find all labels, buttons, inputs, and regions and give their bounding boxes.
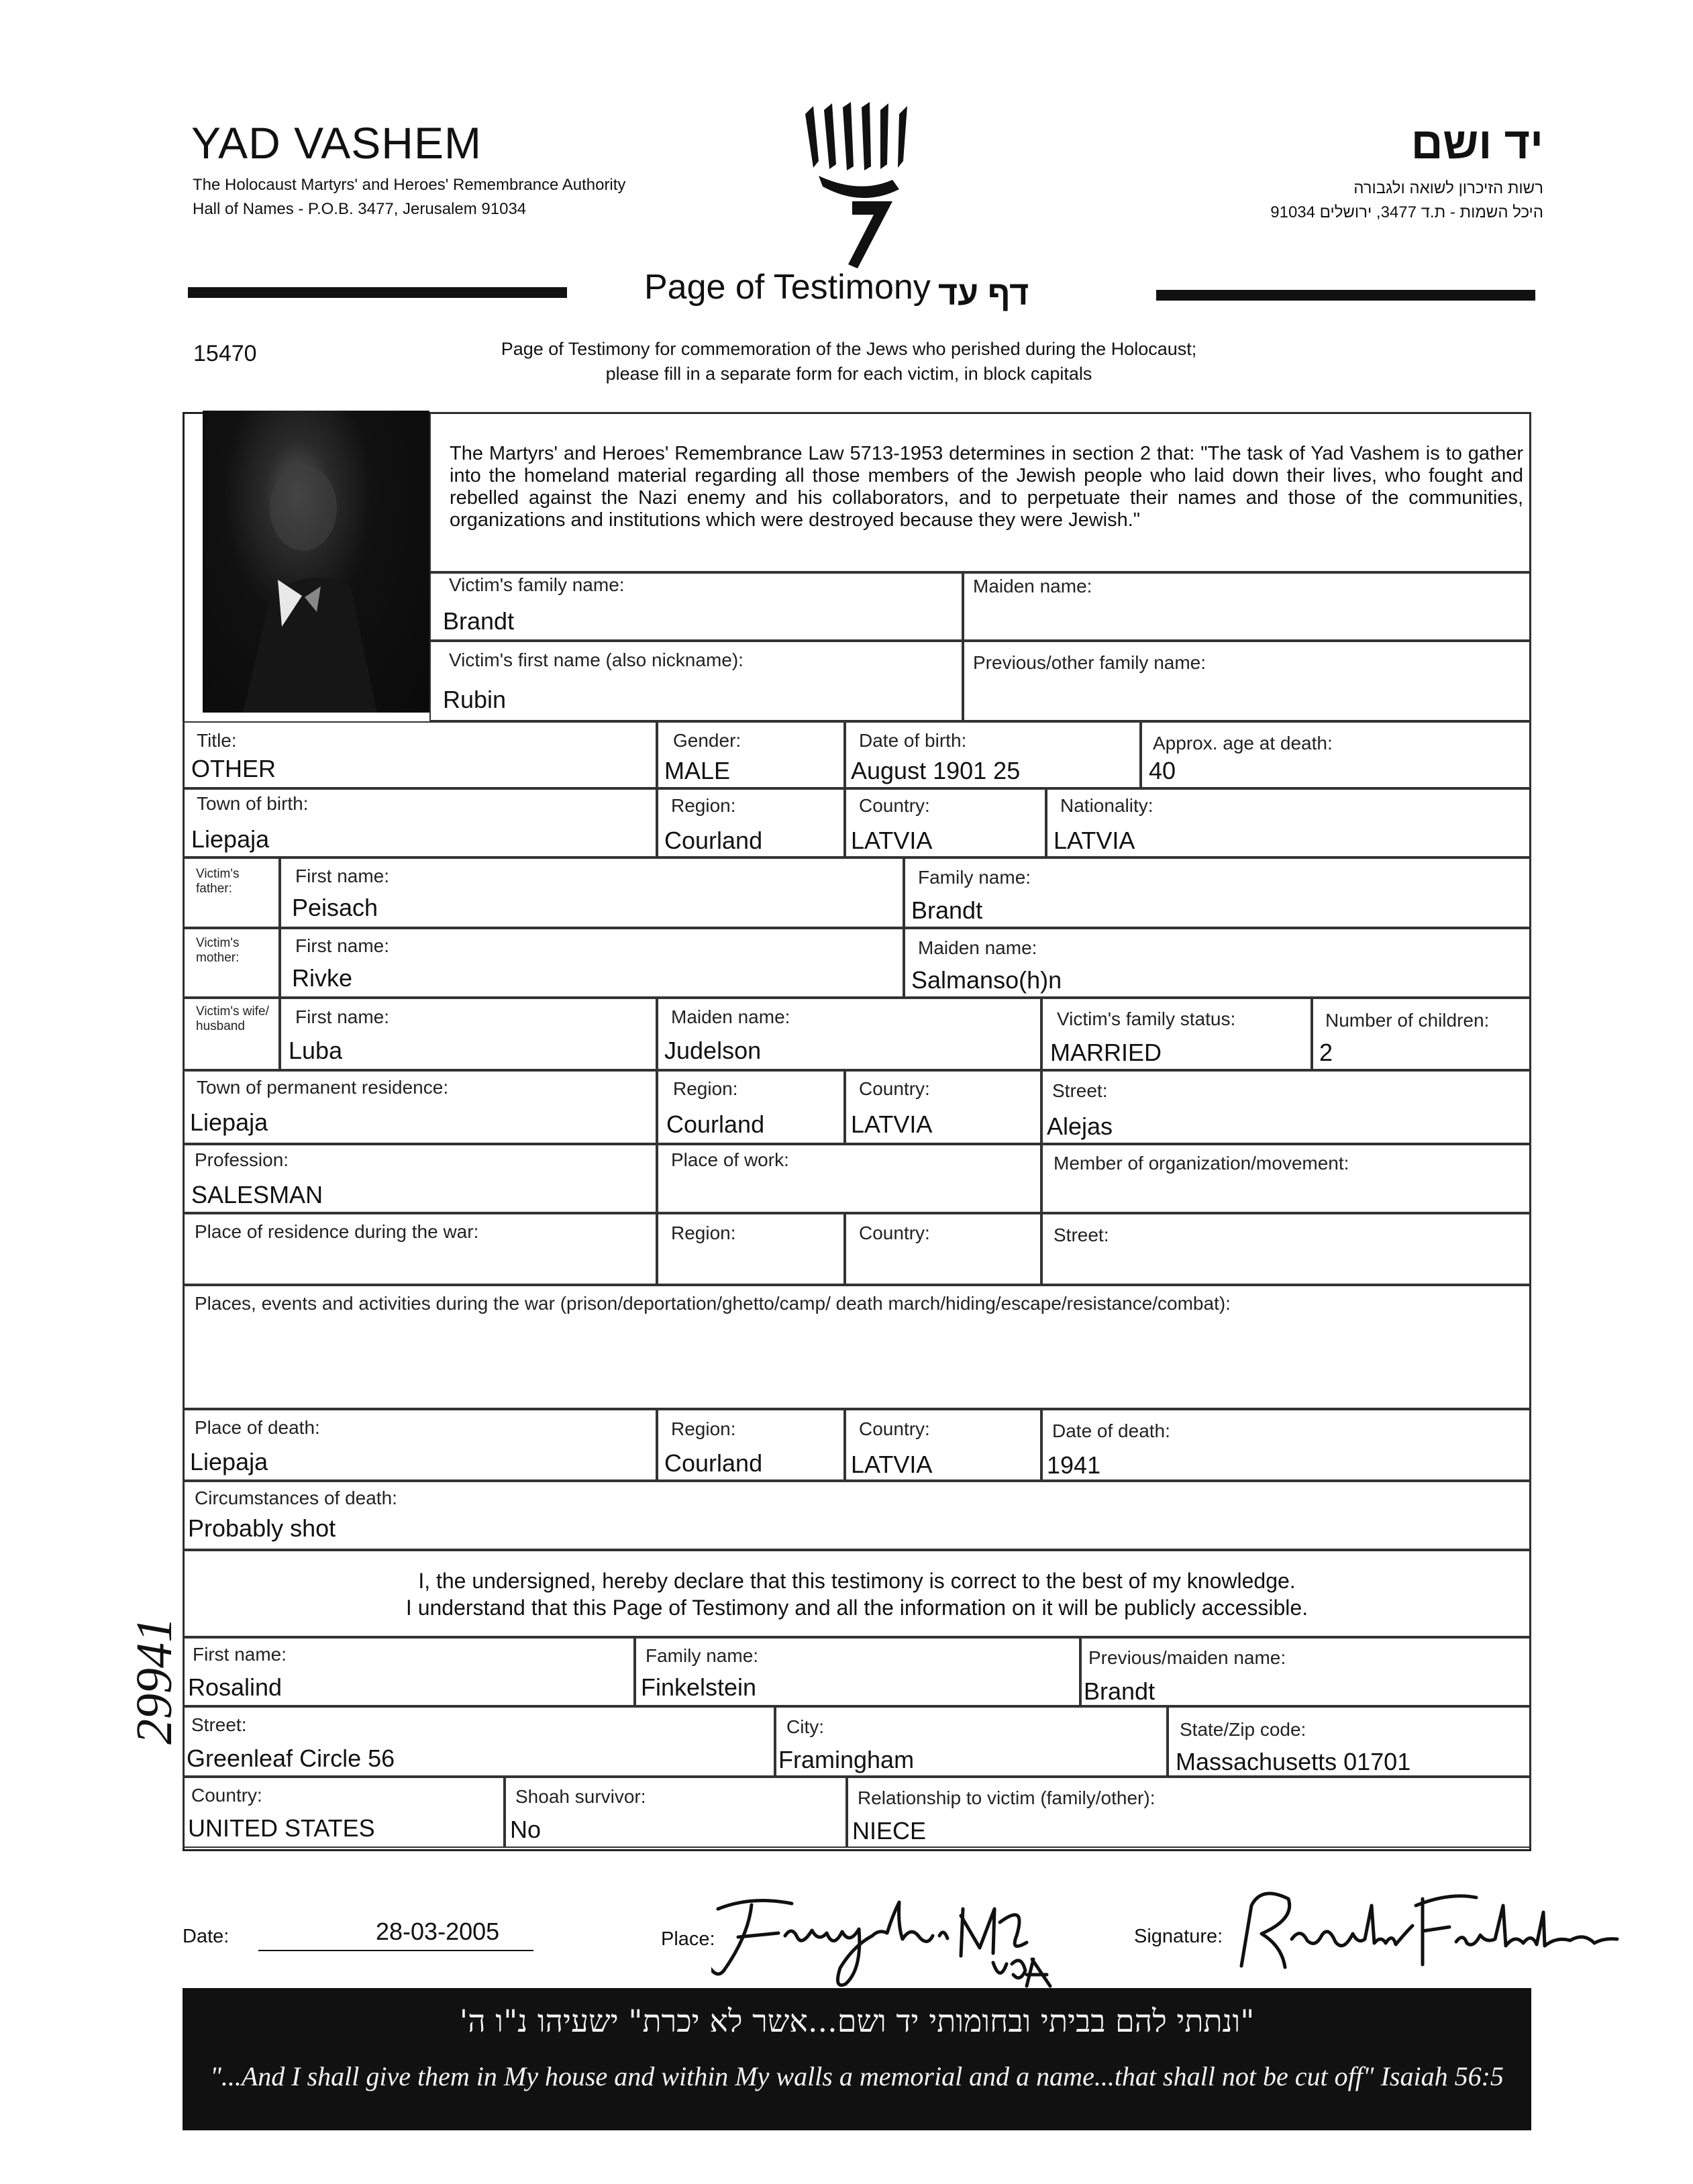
submitter-first-name-label: First name: — [193, 1644, 287, 1665]
shoah-survivor-label: Shoah survivor: — [515, 1786, 646, 1807]
submitter-street-value: Greenleaf Circle 56 — [187, 1745, 395, 1772]
age-at-death-value: 40 — [1149, 757, 1176, 784]
father-side-label: Victim's father: — [196, 867, 240, 896]
death-region-value: Courland — [664, 1449, 763, 1477]
age-at-death-cell[interactable] — [1141, 721, 1531, 788]
profession-label: Profession: — [195, 1149, 289, 1170]
victim-photo — [203, 411, 429, 713]
victim-family-name-label: Victim's family name: — [449, 574, 625, 595]
family-status-label: Victim's family status: — [1057, 1008, 1236, 1029]
victim-first-name-label: Victim's first name (also nickname): — [449, 649, 743, 670]
date-of-birth-label: Date of birth: — [859, 730, 967, 751]
submitter-country-value: UNITED STATES — [188, 1814, 375, 1842]
relationship-value: NIECE — [852, 1817, 927, 1844]
place-of-work-label: Place of work: — [671, 1149, 789, 1170]
age-at-death-label: Approx. age at death: — [1153, 733, 1333, 753]
mother-maiden-name-value: Salmanso(h)n — [911, 966, 1062, 994]
portrait-icon — [203, 411, 429, 713]
family-status-value: MARRIED — [1050, 1039, 1162, 1066]
father-first-name-value: Peisach — [292, 894, 378, 921]
submitter-previous-name-value: Brandt — [1084, 1677, 1156, 1705]
form-number: 15470 — [193, 341, 257, 366]
residence-region-value: Courland — [666, 1110, 765, 1138]
birth-country-label: Country: — [859, 795, 930, 816]
circumstances-label: Circumstances of death: — [195, 1488, 397, 1508]
header-rule-right — [1156, 290, 1535, 301]
spouse-first-name-value: Luba — [289, 1037, 343, 1064]
mother-first-name-value: Rivke — [292, 964, 353, 992]
birth-region-label: Region: — [671, 795, 736, 816]
circumstances-value: Probably shot — [188, 1514, 336, 1542]
residence-street-label: Street: — [1052, 1080, 1108, 1101]
number-of-children-cell[interactable] — [1312, 998, 1531, 1070]
organization-subtitle: The Holocaust Martyrs' and Heroes' Remembrance Authority — [193, 176, 626, 194]
date-of-death-label: Date of death: — [1052, 1420, 1170, 1441]
birth-region-value: Courland — [664, 827, 763, 854]
date-underline — [258, 1950, 533, 1951]
side-handwritten-number: 29941 — [126, 1617, 183, 1745]
page-title: Page of Testimony — [644, 268, 931, 307]
father-family-name-value: Brandt — [911, 896, 983, 924]
profession-value: SALESMAN — [191, 1181, 323, 1208]
date-of-death-value: 1941 — [1047, 1451, 1101, 1479]
submitter-street-label: Street: — [191, 1714, 247, 1735]
header-rule-left — [188, 287, 567, 298]
law-quote: The Martyrs' and Heroes' Remembrance Law 5713-1953 determines in section 2 that: "The task of Yad Vashem is to gather into the homeland material regarding all those members of the Jewish people who laid down their lives, who fought and rebelled against the Nazi enemy and his collaborators, and to perpetuate their names and those of the communities, organizations and institutions which were destroyed because they were Jewish." — [450, 443, 1523, 531]
town-of-residence-label: Town of permanent residence: — [197, 1077, 449, 1098]
quote-banner — [183, 1988, 1531, 2130]
submitter-family-name-value: Finkelstein — [641, 1673, 757, 1701]
relationship-label: Relationship to victim (family/other): — [858, 1787, 1156, 1808]
spouse-first-name-label: First name: — [295, 1006, 390, 1027]
residence-street-cell[interactable] — [1041, 1070, 1531, 1144]
submitter-state-value: Massachusetts 01701 — [1176, 1748, 1411, 1775]
declaration-cell — [183, 1550, 1531, 1637]
hebrew-organization-name: יד ושם — [1410, 118, 1543, 168]
death-region-label: Region: — [671, 1418, 736, 1439]
page-title-hebrew: דף עד — [938, 274, 1029, 312]
submitter-previous-name-label: Previous/maiden name: — [1088, 1647, 1286, 1668]
signature-label: Signature: — [1134, 1926, 1223, 1947]
place-of-death-value: Liepaja — [190, 1448, 268, 1475]
victim-first-name-value: Rubin — [443, 686, 507, 713]
hebrew-organization-address: היכל השמות - ת.ד 3477, ירושלים 91034 — [1270, 203, 1543, 221]
declaration-line-1: I, the undersigned, hereby declare that this testimony is correct to the best of my knowledge. — [418, 1569, 1296, 1593]
war-events-label: Places, events and activities during the war (prison/deportation/ghetto/camp/ death march/hiding/escape/resistance/combat): — [195, 1293, 1231, 1314]
residence-region-label: Region: — [673, 1078, 738, 1099]
organization-label: Member of organization/movement: — [1054, 1153, 1349, 1174]
submitter-country-label: Country: — [191, 1785, 262, 1806]
victim-family-name-value: Brandt — [443, 607, 515, 635]
shoah-survivor-value: No — [510, 1816, 542, 1843]
signature-handwriting — [1221, 1879, 1624, 1979]
quote-hebrew: "ונתתי להם בביתי ובחומותי יד ושם...אשר לא יכרת" ישעיהו נ"ו ה' — [459, 2003, 1255, 2039]
yad-vashem-logo-icon — [799, 101, 919, 275]
submitter-city-label: City: — [786, 1716, 824, 1737]
war-street-label: Street: — [1054, 1225, 1109, 1245]
title-label: Title: — [197, 730, 237, 751]
submitter-city-value: Framingham — [778, 1746, 915, 1773]
place-handwriting — [711, 1889, 1060, 1989]
submitter-state-label: State/Zip code: — [1180, 1719, 1306, 1740]
town-of-birth-value: Liepaja — [191, 825, 270, 853]
organization-name: YAD VASHEM — [191, 118, 482, 168]
birth-country-value: LATVIA — [851, 827, 933, 854]
hebrew-organization-subtitle: רשות הזיכרון לשואה ולגבורה — [1353, 179, 1543, 197]
victim-maiden-name-label: Maiden name: — [973, 576, 1092, 596]
declaration-line-2: I understand that this Page of Testimony and all the information on it will be publicly accessible. — [405, 1596, 1309, 1620]
father-family-name-label: Family name: — [918, 867, 1031, 888]
submitter-first-name-value: Rosalind — [188, 1673, 283, 1701]
place-label: Place: — [661, 1928, 715, 1950]
quote-english: "...And I shall give them in My house and within My walls a memorial and a name...that shall not be cut off" Isaiah 56:5 — [210, 2061, 1504, 2091]
intro-line-1: Page of Testimony for commemoration of the Jews who perished during the Holocaust; — [501, 339, 1197, 359]
submitter-family-name-label: Family name: — [646, 1645, 759, 1666]
number-of-children-value: 2 — [1319, 1039, 1333, 1066]
war-street-cell[interactable] — [1041, 1213, 1531, 1285]
nationality-label: Nationality: — [1060, 795, 1153, 816]
date-of-birth-value: August 1901 25 — [851, 757, 1021, 784]
mother-first-name-label: First name: — [295, 935, 390, 956]
residence-country-value: LATVIA — [851, 1110, 933, 1138]
residence-street-value: Alejas — [1047, 1112, 1113, 1140]
residence-country-label: Country: — [859, 1078, 930, 1099]
title-value: OTHER — [191, 755, 276, 782]
death-country-value: LATVIA — [851, 1451, 933, 1478]
organization-address: Hall of Names - P.O.B. 3477, Jerusalem 91034 — [193, 200, 527, 218]
victim-previous-name-label: Previous/other family name: — [973, 652, 1207, 673]
war-country-label: Country: — [859, 1223, 930, 1243]
nationality-value: LATVIA — [1054, 827, 1135, 854]
date-value: 28-03-2005 — [376, 1918, 500, 1945]
date-label: Date: — [183, 1926, 229, 1947]
spouse-side-label: Victim's wife/ husband — [196, 1004, 269, 1033]
spouse-maiden-name-label: Maiden name: — [671, 1006, 790, 1027]
war-residence-label: Place of residence during the war: — [195, 1221, 479, 1242]
place-of-death-label: Place of death: — [195, 1417, 320, 1438]
town-of-residence-value: Liepaja — [190, 1108, 268, 1136]
war-region-label: Region: — [671, 1223, 736, 1243]
intro-line-2: please fill in a separate form for each victim, in block capitals — [605, 364, 1092, 384]
gender-label: Gender: — [673, 730, 741, 751]
number-of-children-label: Number of children: — [1325, 1010, 1490, 1031]
mother-side-label: Victim's mother: — [196, 936, 240, 965]
spouse-maiden-name-value: Judelson — [664, 1037, 762, 1064]
town-of-birth-label: Town of birth: — [197, 793, 309, 814]
mother-maiden-name-label: Maiden name: — [918, 937, 1037, 958]
gender-value: MALE — [664, 757, 731, 784]
death-country-label: Country: — [859, 1418, 930, 1439]
father-first-name-label: First name: — [295, 866, 390, 886]
